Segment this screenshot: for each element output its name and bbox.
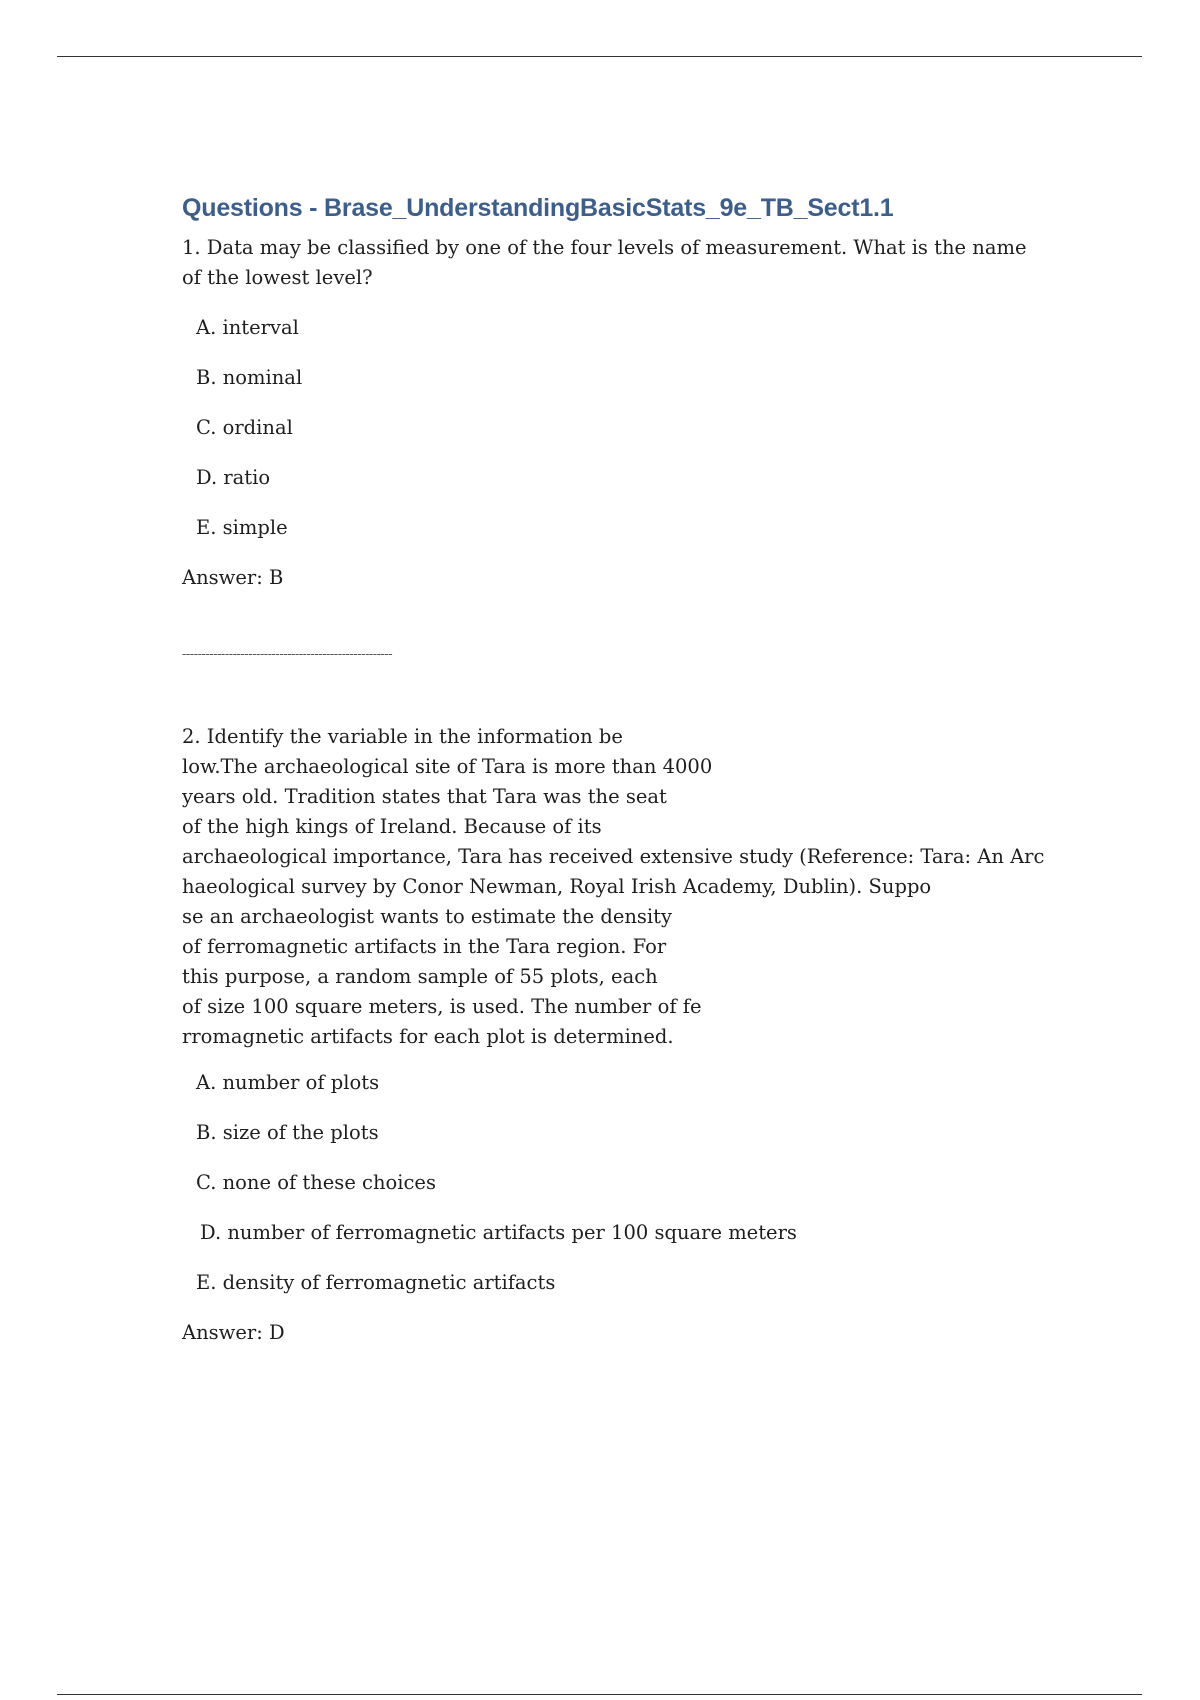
question-2-line: 2. Identify the variable in the information be (182, 725, 623, 748)
question-2-line: archaeological importance, Tara has received extensive study (Reference: Tara: An Arc (182, 845, 1045, 868)
separator-line: ------------------------------------------------------ (182, 647, 393, 662)
option-b: B. nominal (196, 366, 303, 389)
option-c: C. none of these choices (196, 1171, 436, 1194)
question-2-line: haeological survey by Conor Newman, Royal Irish Academy, Dublin). Suppo (182, 875, 932, 898)
question-2 (182, 722, 1062, 1348)
footer-rule (57, 1694, 1142, 1695)
option-e: E. simple (196, 516, 288, 539)
question-1-answer: Answer: B (182, 566, 284, 589)
question-1-options (182, 313, 1062, 543)
option-a: A. number of plots (196, 1071, 380, 1094)
question-2-line: low.The archaeological site of Tara is more than 4000 (182, 755, 713, 778)
option-c: C. ordinal (196, 416, 293, 439)
option-a: A. interval (196, 316, 299, 339)
question-2-line: of the high kings of Ireland. Because of its (182, 815, 602, 838)
question-2-answer: Answer: D (182, 1321, 285, 1344)
document-page (182, 194, 1062, 1348)
question-2-line: of size 100 square meters, is used. The number of fe (182, 995, 702, 1018)
document-title: Questions - Brase_UnderstandingBasicStats_9e_TB_Sect1.1 (182, 194, 894, 222)
question-2-line: rromagnetic artifacts for each plot is determined. (182, 1025, 674, 1048)
option-b: B. size of the plots (196, 1121, 379, 1144)
question-2-line: this purpose, a random sample of 55 plots, each (182, 965, 658, 988)
option-d: D. number of ferromagnetic artifacts per 100 square meters (200, 1221, 797, 1244)
option-e: E. density of ferromagnetic artifacts (196, 1271, 556, 1294)
header-rule (57, 56, 1142, 57)
question-1-text: 1. Data may be classified by one of the four levels of measurement. What is the name of the lowest level? (182, 236, 1027, 289)
question-1 (182, 233, 1062, 593)
question-2-text (182, 722, 1062, 1052)
question-2-line: years old. Tradition states that Tara was the seat (182, 785, 667, 808)
option-d: D. ratio (196, 466, 271, 489)
question-2-line: of ferromagnetic artifacts in the Tara region. For (182, 935, 667, 958)
question-2-options (182, 1068, 1062, 1298)
question-2-line: se an archaeologist wants to estimate the density (182, 905, 673, 928)
